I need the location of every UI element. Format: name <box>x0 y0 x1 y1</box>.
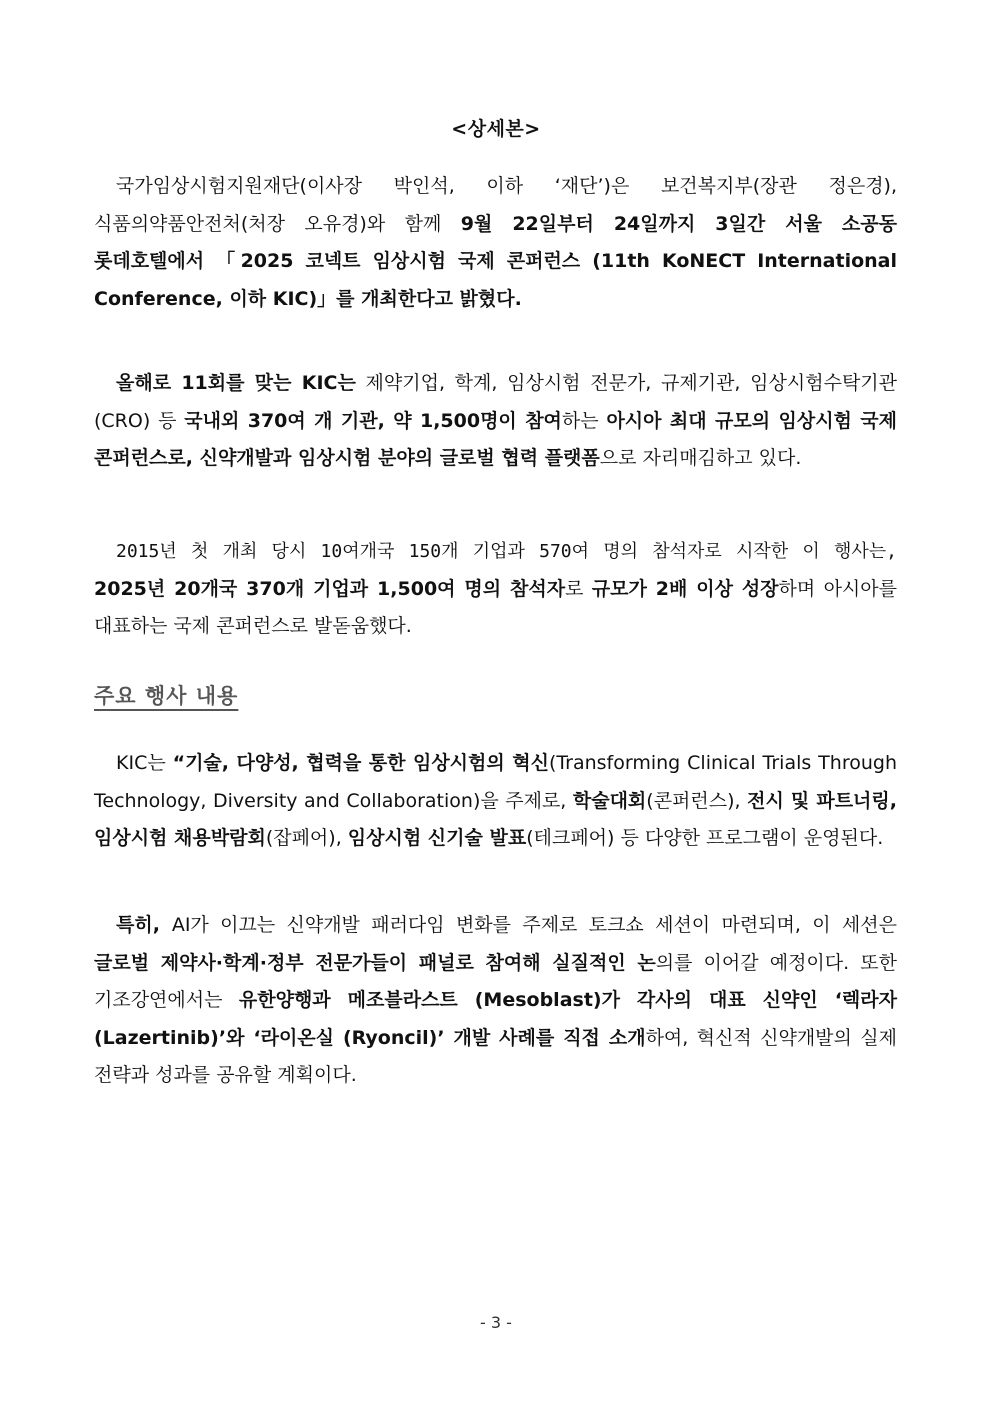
overview-text-3: 으로 자리매김하고 있다. <box>599 447 802 469</box>
page-number: - 3 - <box>480 1313 512 1332</box>
overview-text-2: 하는 <box>561 409 607 432</box>
paragraph-program <box>94 745 897 858</box>
overview-bold-3: 아시아 최대 규모의 임상시험 국제 콘퍼런스로, 신약개발과 임상시험 분야의 글로벌 협력 플랫폼 <box>94 409 898 469</box>
history-text-1: 2015년 첫 개최 당시 10여개국 150개 기업과 570여 명의 참석자로 시작한 이 행사는, <box>116 541 897 562</box>
history-text-2: 로 <box>565 577 592 600</box>
highlights-bold-1: 특히, <box>116 914 172 936</box>
overview-bold-2: 국내외 370여 개 기관, 약 1,500명이 참여 <box>184 409 562 432</box>
intro-text: 국가임상시험지원재단(이사장 박인석, 이하 ‘재단’)은 보건복지부(장관 정은경), 식품의약품안전처(처장 오유경)와 함께 <box>94 175 897 235</box>
program-text-3: (콘퍼런스), <box>646 789 748 812</box>
program-bold-1: 학술대회 <box>572 789 647 812</box>
paragraph-kic-overview <box>94 365 897 478</box>
highlights-text-1: AI가 이끄는 신약개발 패러다임 변화를 주제로 토크쇼 세션이 마련되며, 이 세션은 <box>171 914 897 936</box>
history-text-3: 하며 아시아를 대표하는 국제 콘퍼런스로 발돋움했다. <box>94 577 897 637</box>
program-bold-3: 임상시험 신기술 발표 <box>347 827 527 849</box>
paragraph-intro <box>94 168 897 318</box>
overview-bold-1: 올해로 11회를 맞는 KIC는 <box>116 372 356 394</box>
highlights-text-2: 의를 이어갈 예정이다. 또한 기조강연에서는 <box>94 951 897 1011</box>
history-bold-1: 2025년 20개국 370개 기업과 1,500여 명의 참석자 <box>94 577 566 600</box>
overview-text-1: 제약기업, 학계, 임상시험 전문가, 규제기관, 임상시험수탁기관(CRO) 등 <box>94 372 898 432</box>
program-text-4: (잡페어), <box>265 827 348 849</box>
program-text-2: (Transforming Clinical Trials Through Technology, Diversity and Collaboration)을 주제로, <box>94 752 897 812</box>
highlights-text-3: 하여, 혁신적 신약개발의 실제 전략과 성과를 공유할 계획이다. <box>94 1026 897 1086</box>
paragraph-history <box>94 533 897 646</box>
intro-event-details: 9월 22일부터 24일까지 3일간 서울 소공동 롯데호텔에서 「2025 코넥트 임상시험 국제 콘퍼런스 (11th KoNECT International Conference, 이하 KIC)」를 개최한다고 밝혔다. <box>94 212 897 310</box>
program-theme: “기술, 다양성, 협력을 통한 임상시험의 혁신 <box>172 752 549 774</box>
program-text-1: KIC는 <box>116 752 173 774</box>
section-heading: 주요 행사 내용 <box>94 684 239 708</box>
history-bold-2: 규모가 2배 이상 성장 <box>591 577 779 600</box>
program-bold-2: 전시 및 파트너링, 임상시험 채용박람회 <box>94 789 897 849</box>
program-text-5: (테크페어) 등 다양한 프로그램이 운영된다. <box>526 827 884 849</box>
highlights-bold-2: 글로벌 제약사·학계·정부 전문가들이 패널로 참여해 실질적인 논 <box>94 951 656 974</box>
paragraph-highlights <box>94 907 897 1095</box>
document-title: <상세본> <box>451 118 541 140</box>
highlights-bold-3: 유한양행과 메조블라스트 (Mesoblast)가 각사의 대표 신약인 ‘렉라자(Lazertinib)’와 ‘라이온실 (Ryoncil)’ 개발 사례를 직접 소개 <box>94 989 897 1049</box>
